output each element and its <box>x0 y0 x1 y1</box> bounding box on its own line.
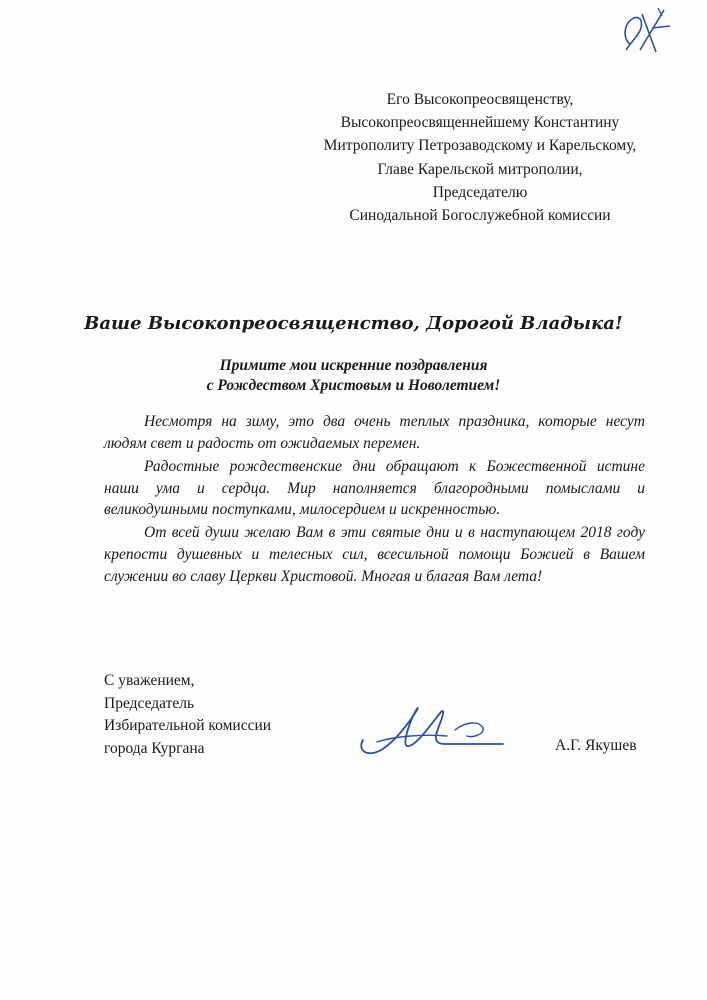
greeting-heading: Ваше Высокопреосвященство, Дорогой Владыка! <box>84 313 623 334</box>
handwritten-signature <box>355 700 515 764</box>
addressee-line: Синодальной Богослужебной комиссии <box>349 207 611 225</box>
congratulations-line: с Рождеством Христовым и Новолетием! <box>206 377 501 394</box>
letter-body <box>104 411 645 589</box>
body-paragraph: От всей души желаю Вам в эти святые дни и в наступающем 2018 году крепости душевных и телесных сил, всесильной помощи Божией в Вашем служении во славу Церкви Христовой. Многая и благая Вам лета! <box>104 524 645 585</box>
handwritten-mark <box>612 4 672 64</box>
addressee-block <box>290 88 670 227</box>
addressee-line: Митрополиту Петрозаводскому и Карельскому, <box>323 137 637 155</box>
body-paragraph: Радостные рождественские дни обращают к Божественной истине наши ума и сердца. Мир наполняется благородными помыслами и великодушными поступками, милосердием и искренностью. <box>104 457 645 519</box>
addressee-line: Высокопреосвященнейшему Константину <box>340 114 620 132</box>
body-paragraph: Несмотря на зиму, это два очень теплых праздника, которые несут людям свет и радость от ожидаемых перемен. <box>104 413 645 452</box>
closing-line: Председатель <box>104 694 195 712</box>
addressee-line: Его Высокопреосвященству, <box>386 91 574 108</box>
congratulations-line: Примите мои искренние поздравления <box>219 357 488 374</box>
congratulations-block <box>0 356 707 396</box>
closing-block <box>104 670 271 760</box>
addressee-line: Главе Карельской митрополии, <box>377 160 583 178</box>
closing-line: города Кургана <box>104 739 205 757</box>
closing-line: Избирательной комиссии <box>104 717 272 734</box>
addressee-line: Председателю <box>432 183 528 201</box>
signer-name: А.Г. Якушев <box>555 737 637 754</box>
closing-line: С уважением, <box>104 672 195 689</box>
